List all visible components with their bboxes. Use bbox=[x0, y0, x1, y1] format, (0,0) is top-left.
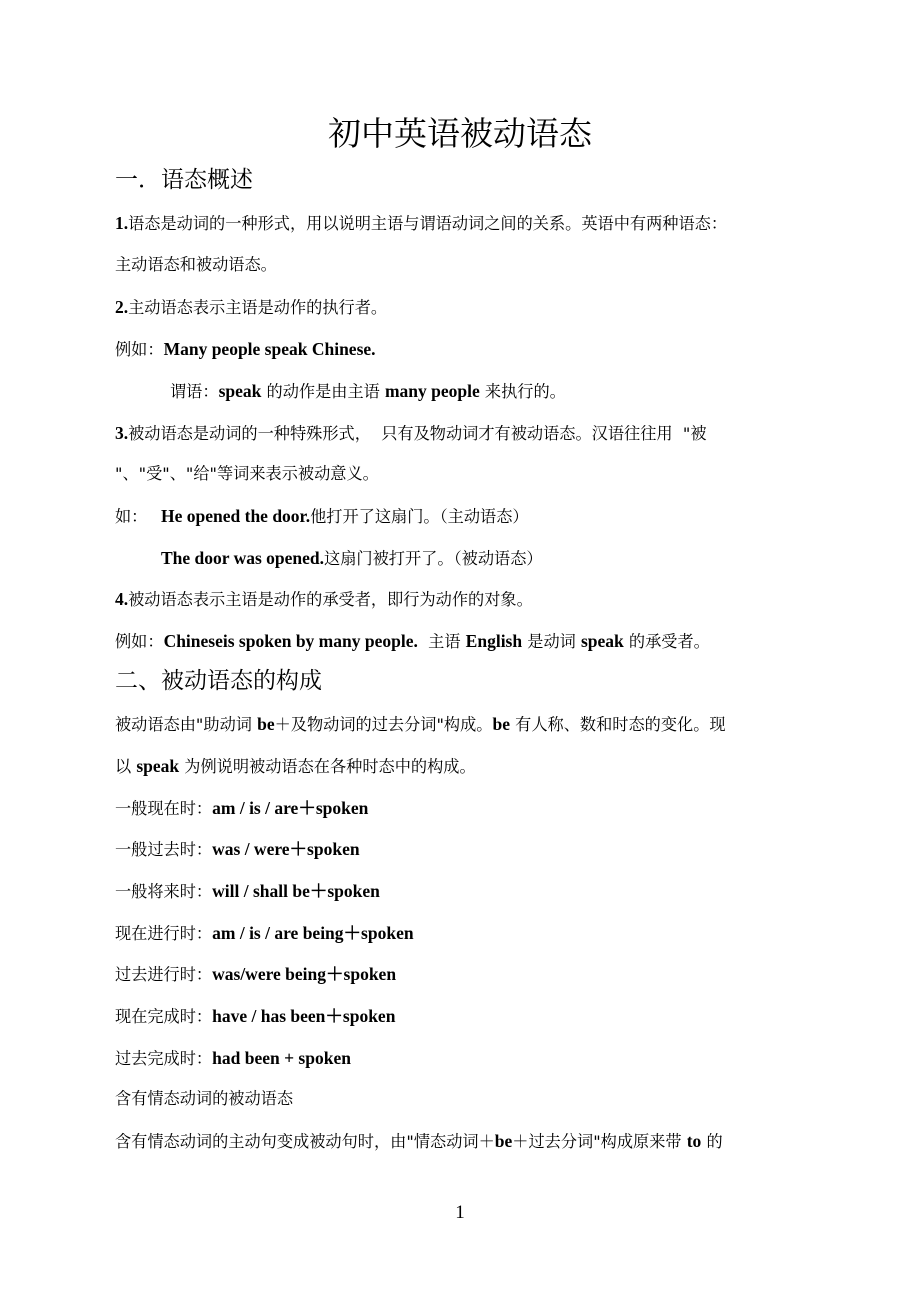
example-line bbox=[115, 505, 529, 528]
english-example: Many people speak Chinese. bbox=[163, 339, 376, 359]
paragraph-line bbox=[115, 422, 707, 445]
tense-formula: am / is / are being＋spoken bbox=[212, 923, 414, 943]
text-run: 来执行的。 bbox=[479, 382, 566, 401]
subheading-modal-passive bbox=[115, 1088, 293, 1110]
paragraph-line bbox=[115, 212, 727, 235]
text-run: 被动语态表示主语是动作的承受者，即行为动作的对象。 bbox=[128, 590, 533, 609]
document-title: 初中英语被动语态 bbox=[328, 114, 592, 153]
tense-formula: was/were being＋spoken bbox=[212, 964, 397, 984]
tense-formula: was / were＋spoken bbox=[212, 839, 360, 859]
text-run: 含有情态动词的主动句变成被动句时，由"情态动词＋ bbox=[115, 1132, 495, 1151]
text-run: 他打开了这扇门。（主动语态） bbox=[310, 507, 529, 526]
tense-row-simple-future bbox=[115, 880, 380, 903]
text-run: 是动词 bbox=[522, 632, 581, 651]
english-example: The door was opened. bbox=[161, 548, 325, 568]
text-run: 如： bbox=[115, 507, 148, 526]
text-run: be bbox=[492, 714, 510, 734]
tense-formula: am / is / are＋spoken bbox=[212, 798, 369, 818]
tense-formula: had been + spoken bbox=[212, 1048, 351, 1068]
text-run: 为例说明被动语态在各种时态中的构成。 bbox=[179, 757, 476, 776]
text-run: 的 bbox=[701, 1132, 723, 1151]
example-line bbox=[161, 547, 543, 570]
tense-label: 一般过去时： bbox=[115, 840, 213, 859]
text-run: English bbox=[465, 631, 523, 651]
paragraph-line bbox=[115, 588, 533, 611]
english-example: He opened the door. bbox=[161, 506, 311, 526]
tense-row-past-perfect bbox=[115, 1047, 351, 1070]
tense-label: 过去完成时： bbox=[115, 1049, 213, 1068]
text-run: 主动语态和被动语态。 bbox=[115, 255, 277, 274]
text-run: 3. bbox=[115, 423, 129, 443]
text-run: 这扇门被打开了。（被动语态） bbox=[324, 549, 543, 568]
text-run: speak bbox=[136, 756, 180, 776]
tense-row-simple-past bbox=[115, 838, 360, 861]
text-run: many people bbox=[384, 381, 480, 401]
text-run: 主语 bbox=[417, 632, 466, 651]
tense-row-past-progressive bbox=[115, 963, 396, 986]
section-heading-formation: 二、被动语态的构成 bbox=[115, 668, 322, 694]
tense-label: 过去进行时： bbox=[115, 965, 213, 984]
paragraph-line bbox=[115, 254, 277, 276]
tense-formula: will / shall be＋spoken bbox=[212, 881, 380, 901]
text-run: 2. bbox=[115, 297, 129, 317]
text-run: 含有情态动词的被动语态 bbox=[115, 1089, 294, 1108]
text-run: 4. bbox=[115, 589, 129, 609]
text-run: be bbox=[257, 714, 275, 734]
text-run: "、"受"、"给"等词来表示被动意义。 bbox=[115, 464, 379, 483]
tense-label: 现在进行时： bbox=[115, 924, 213, 943]
text-run: 例如： bbox=[115, 632, 164, 651]
text-run: ＋过去分词"构成原来带 bbox=[512, 1132, 687, 1151]
paragraph-line bbox=[115, 713, 726, 736]
text-run: 被动语态是动词的一种特殊形式， 只有及物动词才有被动语态。汉语往往用 "被 bbox=[128, 424, 707, 443]
text-run: 例如： bbox=[115, 340, 164, 359]
section-heading-overview: 一．语态概述 bbox=[115, 167, 253, 193]
paragraph-line bbox=[115, 755, 476, 778]
text-run: to bbox=[686, 1131, 702, 1151]
example-line bbox=[115, 630, 710, 653]
text-run: 语态是动词的一种形式，用以说明主语与谓语动词之间的关系。英语中有两种语态： bbox=[128, 214, 728, 233]
text-run: speak bbox=[218, 381, 262, 401]
tense-label: 现在完成时： bbox=[115, 1007, 213, 1026]
paragraph-line bbox=[115, 463, 379, 485]
page-number: 1 bbox=[455, 1202, 465, 1223]
text-run: speak bbox=[580, 631, 624, 651]
text-run: ＋及物动词的过去分词"构成。 bbox=[274, 715, 493, 734]
paragraph-line bbox=[115, 1130, 723, 1153]
tense-row-present-perfect bbox=[115, 1005, 395, 1028]
text-run: 被动语态由"助动词 bbox=[115, 715, 258, 734]
tense-label: 一般现在时： bbox=[115, 799, 213, 818]
tense-formula: have / has been＋spoken bbox=[212, 1006, 396, 1026]
tense-label: 一般将来时： bbox=[115, 882, 213, 901]
text-run: be bbox=[494, 1131, 513, 1151]
explanation-line bbox=[170, 380, 566, 403]
text-run: 以 bbox=[115, 757, 137, 776]
example-line bbox=[115, 338, 376, 361]
text-run: 的承受者。 bbox=[623, 632, 710, 651]
paragraph-line bbox=[115, 296, 387, 319]
tense-row-simple-present bbox=[115, 797, 368, 820]
text-run: 1. bbox=[115, 213, 129, 233]
text-run: 谓语： bbox=[170, 382, 219, 401]
text-run: 有人称、数和时态的变化。现 bbox=[509, 715, 726, 734]
text-run: 的动作是由主语 bbox=[261, 382, 385, 401]
tense-row-present-progressive bbox=[115, 922, 414, 945]
english-example: Chineseis spoken by many people. bbox=[163, 631, 418, 651]
text-run: 主动语态表示主语是动作的执行者。 bbox=[128, 298, 388, 317]
